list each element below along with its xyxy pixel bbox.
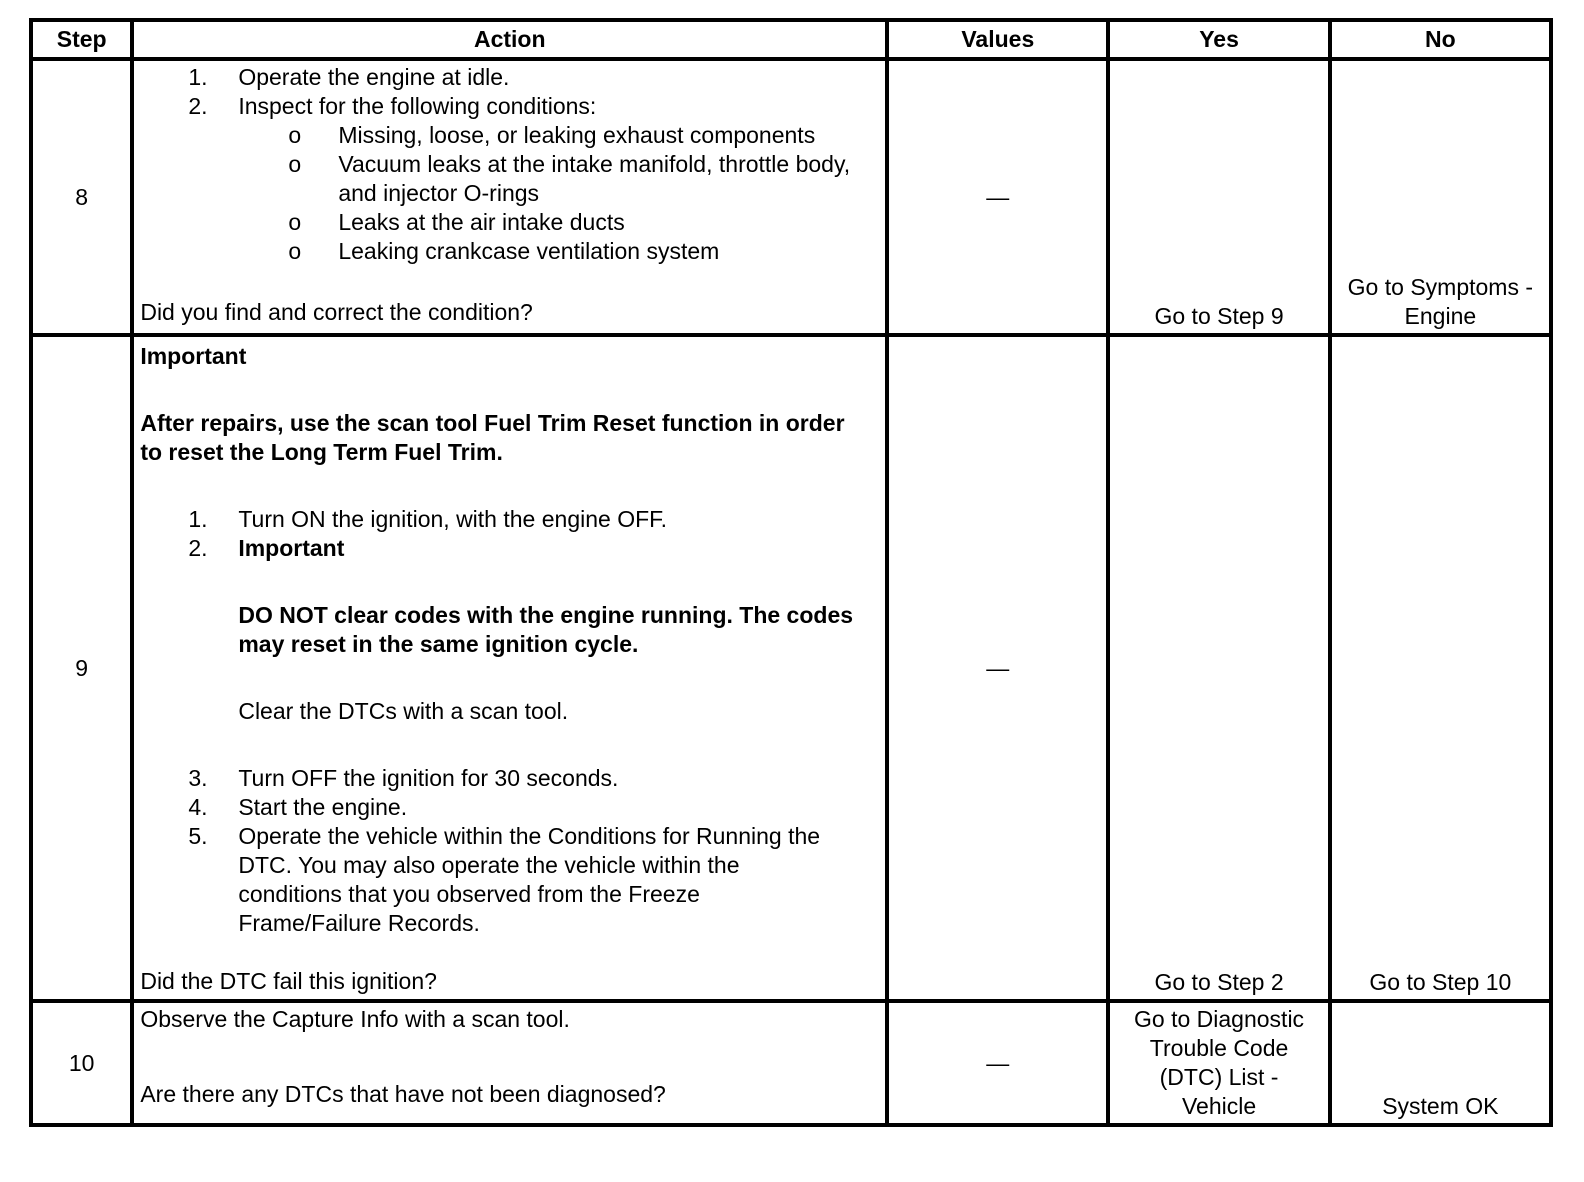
no-cell: System OK (1330, 1001, 1551, 1125)
yes-cell: Go to Diagnostic Trouble Code (DTC) List - Vehicle (1108, 1001, 1329, 1125)
header-no: No (1330, 20, 1551, 59)
warning-text: DO NOT clear codes with the engine running. The codes may reset in the same ignition cycle. (238, 602, 854, 657)
diagnostic-table (29, 18, 1553, 1127)
question-text: Are there any DTCs that have not been diagnosed? (140, 1081, 666, 1107)
action-cell (132, 335, 887, 1001)
no-cell: Go to Symptoms - Engine (1330, 59, 1551, 335)
question-text: Did the DTC fail this ignition? (140, 968, 437, 994)
header-values: Values (887, 20, 1108, 59)
list-item: 1. Operate the engine at idle. (188, 64, 510, 90)
numbered-list (140, 505, 879, 938)
list-item: 2. Important DO NOT clear codes with the engine running. The codes may reset in the same ignition cycle. Clear the DTCs with a scan tool. (140, 534, 879, 764)
step-number: 9 (31, 335, 132, 1001)
values-cell: — (887, 335, 1108, 1001)
header-step: Step (31, 20, 132, 59)
header-row (31, 20, 1551, 59)
yes-cell: Go to Step 9 (1108, 59, 1329, 335)
question-text: Did you find and correct the condition? (140, 299, 533, 325)
header-yes: Yes (1108, 20, 1329, 59)
bullet-list (140, 121, 879, 266)
no-cell: Go to Step 10 (1330, 335, 1551, 1001)
list-item: 5. Operate the vehicle within the Conditions for Running the DTC. You may also operate the vehicle within the conditions that you observed from the Freeze Frame/Failure Records. (188, 823, 821, 936)
important-note: After repairs, use the scan tool Fuel Trim Reset function in order to reset the Long Term Fuel Trim. (140, 410, 845, 465)
step-number: 8 (31, 59, 132, 335)
important-label: Important (238, 535, 345, 561)
list-item: 1. Turn ON the ignition, with the engine OFF. (188, 506, 668, 532)
table-row (31, 59, 1551, 335)
values-cell: — (887, 59, 1108, 335)
list-item: o Leaks at the air intake ducts (288, 209, 625, 235)
action-cell (132, 59, 887, 335)
list-item: o Missing, loose, or leaking exhaust components (288, 122, 816, 148)
table-row (31, 1001, 1551, 1125)
yes-cell: Go to Step 2 (1108, 335, 1329, 1001)
list-item: 3. Turn OFF the ignition for 30 seconds. (188, 765, 619, 791)
action-cell (132, 1001, 887, 1125)
list-item: o Leaking crankcase ventilation system (288, 238, 720, 264)
list-item: o Vacuum leaks at the intake manifold, throttle body, and injector O-rings (288, 151, 851, 206)
list-item: 2. Inspect for the following conditions: (188, 93, 597, 119)
list-item: 4. Start the engine. (188, 794, 408, 820)
step-number: 10 (31, 1001, 132, 1125)
important-label: Important (140, 343, 247, 369)
header-action: Action (132, 20, 887, 59)
table-row (31, 335, 1551, 1001)
numbered-list (140, 63, 879, 121)
action-text: Observe the Capture Info with a scan tool. (140, 1006, 570, 1032)
values-cell: — (887, 1001, 1108, 1125)
